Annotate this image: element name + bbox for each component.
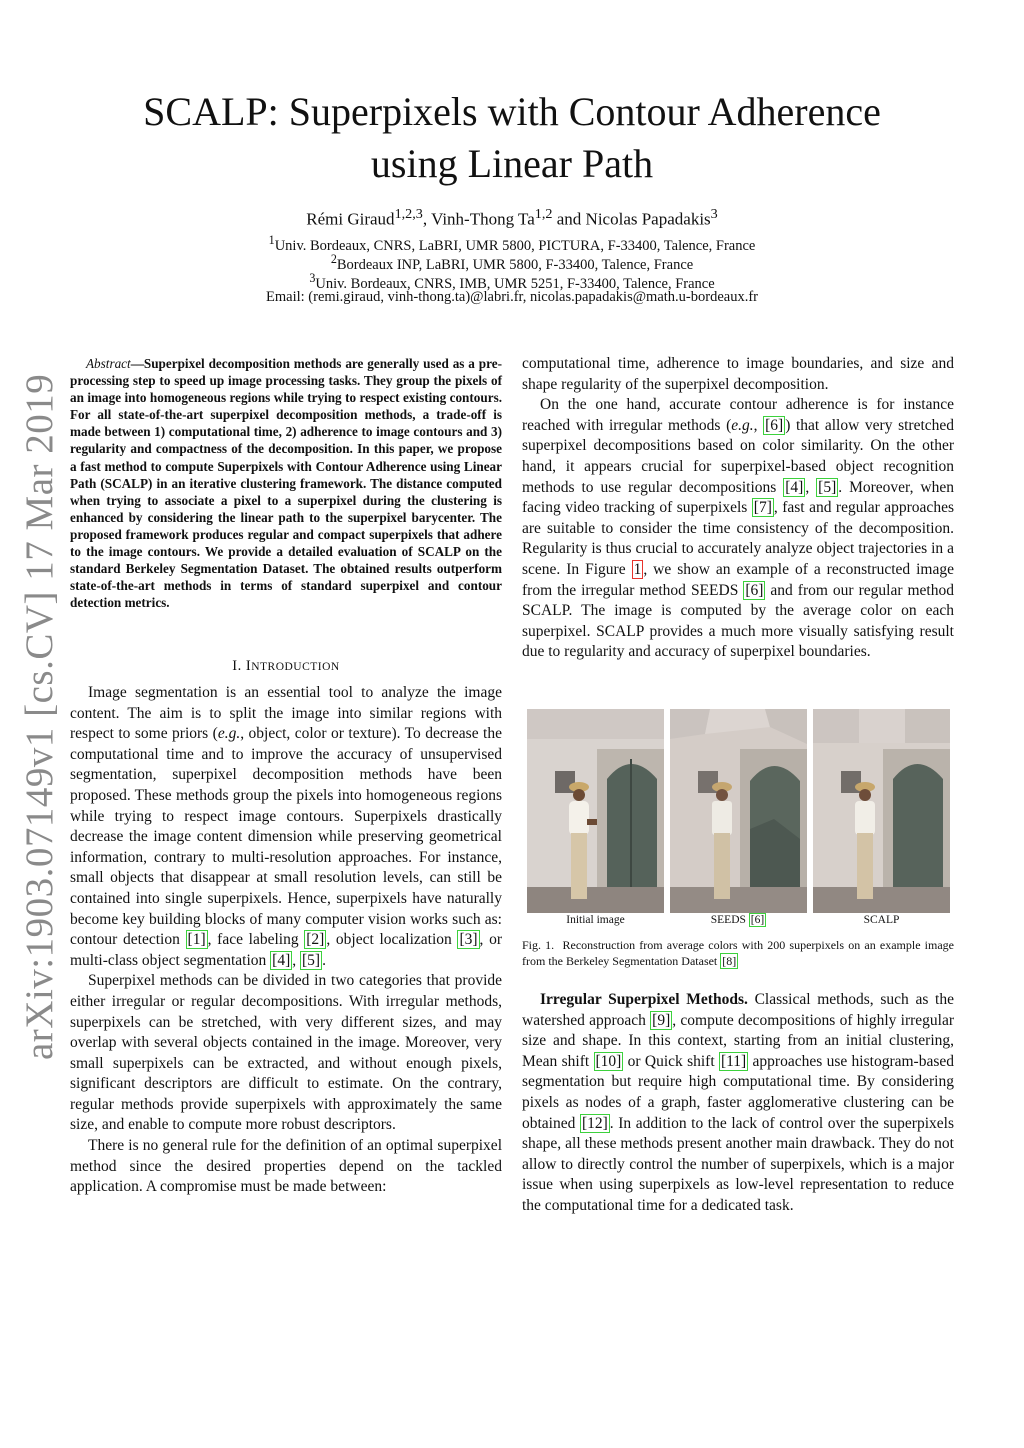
author-separator: , xyxy=(422,209,432,229)
citation-link[interactable]: [1] xyxy=(187,931,206,949)
affiliation-text: Univ. Bordeaux, CNRS, IMB, UMR 5251, F-33400, Talence, France xyxy=(315,275,715,292)
title-line-2: using Linear Path xyxy=(370,141,654,186)
citation-link[interactable]: [6] xyxy=(750,914,765,926)
citation-link[interactable]: [4] xyxy=(785,478,804,496)
panel-label-scalp: SCALP xyxy=(863,914,900,926)
affiliation-marker: 2 xyxy=(330,252,337,266)
citation-link[interactable]: [8] xyxy=(722,954,737,968)
paragraph: On the one hand, accurate contour adherence is for instance reached with irregular methods (e.g., [6] ) that allow very stretched superpixel decompositions based on color similarity. On the other hand, it appears crucial for superpixel-based object recognition methods to use regular decompositions [4] , [5] . Moreover, when facing video tracking of superpixels [7] , fast and regular approaches are suitable to consider the time consistency of the decomposition. Regularity is thus crucial to accurately analyze object trajectories in a scene. In Figure 1 , we show an example of a reconstructed image from the irregular method SEEDS [6] and from our regular method SCALP. The image is computed by the average color on each superpixel. SCALP provides a much more visually satisfying result due to regularity and accuracy of superpixel boundaries. xyxy=(522,396,955,661)
author-2-affil: 1,2 xyxy=(534,206,553,222)
scalp-reconstruction-image xyxy=(813,709,950,913)
citation-link[interactable]: [6] xyxy=(745,581,764,599)
paragraph-heading: Irregular Superpixel Methods. xyxy=(540,991,748,1008)
citation-link[interactable]: [11] xyxy=(720,1052,747,1070)
citation-link[interactable]: [6] xyxy=(765,416,784,434)
citation-link[interactable]: [12] xyxy=(581,1114,608,1132)
section-number: I. xyxy=(232,658,246,674)
citation-link[interactable]: [7] xyxy=(753,499,772,517)
section-title-initial: I xyxy=(245,658,252,674)
author-2: Vinh-Thong Ta xyxy=(431,209,535,229)
citation-link[interactable]: [10] xyxy=(595,1052,622,1070)
section-heading-introduction xyxy=(70,658,502,675)
arxiv-stamp: arXiv:1903.07149v1 [cs.CV] 17 Mar 2019 xyxy=(18,373,61,1060)
figure-1 xyxy=(527,709,950,913)
figure-caption xyxy=(522,937,954,969)
author-3: Nicolas Papadakis xyxy=(585,209,711,229)
paragraph: Irregular Superpixel Methods. Classical methods, such as the watershed approach [9] , compute decompositions of highly irregular size and shape. In this context, starting from an initial clustering, Mean shift [10] or Quick shift [11] approaches use histogram-based segmentation but require high computational time. By considering pixels as nodes of a graph, faster agglomerative clustering can be obtained [12] . In addition to the lack of control over the superpixels shape, all these methods present another main drawback. They do not allow to directly control the number of superpixels, which is a major issue when using superpixels as low-level representation to reduce the computational time for a dedicated task. xyxy=(522,991,954,1214)
citation-link[interactable]: [2] xyxy=(306,931,325,949)
author-list xyxy=(60,206,964,230)
citation-link[interactable]: [4] xyxy=(272,951,291,969)
street-scene-image xyxy=(527,709,664,913)
author-separator: and xyxy=(552,209,586,229)
right-column-top xyxy=(522,354,954,663)
seeds-reconstruction-image xyxy=(670,709,807,913)
abstract-text: Superpixel decomposition methods are generally used as a pre-processing step to speed up image processing tasks. They group the pixels of an image into homogeneous regions while trying to respect existing contours. For all state-of-the-art superpixel decomposition methods, a trade-off is made between 1) computational time, 2) adherence to image contours and 3) regularity and compactness of the decomposition. In this paper, we propose a fast method to compute Superpixels with Contour Adherence using Linear Path (SCALP) in an iterative clustering framework. The distance computed when trying to associate a pixel to a superpixel during the clustering is enhanced by considering the linear path to the superpixel barycenter. The proposed framework produces regular and compact superpixels that adhere to the image contours. We provide a detailed evaluation of SCALP on the standard Berkeley Segmentation Dataset. The obtained results outperform state-of-the-art methods in terms of standard superpixel and contour detection metrics. xyxy=(70,356,502,611)
panel-label-seeds: SEEDS [6] xyxy=(710,914,765,926)
caption-text: Reconstruction from average colors with 200 superpixels on an example image from the Berkeley Segmentation Dataset xyxy=(522,938,954,968)
paragraph: There is no general rule for the definition of an optimal superpixel method since the desired properties depend on the tackled application. A compromise must be made between: xyxy=(70,1137,502,1196)
section-title-rest: NTRODUCTION xyxy=(251,661,340,673)
author-emails: Email: (remi.giraud, vinh-thong.ta)@labri.fr, nicolas.papadakis@math.u-bordeaux.fr xyxy=(266,289,758,305)
affiliation-marker: 3 xyxy=(309,271,316,285)
left-column xyxy=(70,683,502,1198)
title-line-1: SCALP: Superpixels with Contour Adherence xyxy=(143,89,881,134)
affiliation-text: Univ. Bordeaux, CNRS, LaBRI, UMR 5800, PICTURA, F-33400, Talence, France xyxy=(274,237,756,254)
paragraph: computational time, adherence to image boundaries, and size and shape regularity of the superpixel decomposition. xyxy=(522,355,954,393)
figure-link[interactable]: 1 xyxy=(633,560,642,578)
figure-panel-initial-image xyxy=(527,709,664,913)
author-3-affil: 3 xyxy=(710,206,718,222)
abstract xyxy=(70,355,502,611)
figure-panel-seeds xyxy=(670,709,807,913)
panel-label-initial: Initial image xyxy=(566,914,625,926)
paper-title xyxy=(60,86,964,190)
figure-panel-scalp xyxy=(813,709,950,913)
paragraph: Image segmentation is an essential tool to analyze the image content. The aim is to split the image into similar regions with respect to some priors (e.g., object, color or texture). To decrease the computational time and to improve the accuracy of unsupervised segmentation, superpixel decomposition methods have been proposed. These methods group the pixels into homogeneous regions while trying to respect image contours. Superpixels drastically decrease the image content dimension while preserving geometrical information, contrary to multi-resolution approaches. For instance, small objects that disappear at small resolution levels, can still be contained into single superpixels. Hence, superpixels have naturally become key building blocks of many computer vision works such as: contour detection [1] , face labeling [2] , object localization [3] , or multi-class object segmentation [4] , [5] . xyxy=(70,684,503,969)
abstract-dash: — xyxy=(130,356,144,371)
figure-panel-labels xyxy=(527,914,950,932)
right-column-bottom xyxy=(522,990,954,1217)
citation-link[interactable]: [9] xyxy=(652,1011,671,1029)
author-1-affil: 1,2,3 xyxy=(394,206,423,222)
abstract-label: Abstract xyxy=(86,356,131,371)
citation-link[interactable]: [5] xyxy=(818,478,837,496)
citation-link[interactable]: [5] xyxy=(302,951,321,969)
author-1: Rémi Giraud xyxy=(306,209,395,229)
affiliation-text: Bordeaux INP, LaBRI, UMR 5800, F-33400, Talence, France xyxy=(336,256,694,273)
caption-number: Fig. 1. xyxy=(522,938,555,952)
affiliation-marker: 1 xyxy=(268,233,275,247)
citation-link[interactable]: [3] xyxy=(459,931,478,949)
paragraph: Superpixel methods can be divided in two categories that provide either irregular or regular decompositions. With irregular methods, superpixels can be stretched, with very different sizes, and may overlap with several objects contained in the image. Moreover, very small superpixels can be extracted, and without enough pixels, significant descriptors are difficult to estimate. On the contrary, regular methods provide superpixels with approximately the same size, and enable to compute more robust descriptors. xyxy=(70,972,502,1134)
